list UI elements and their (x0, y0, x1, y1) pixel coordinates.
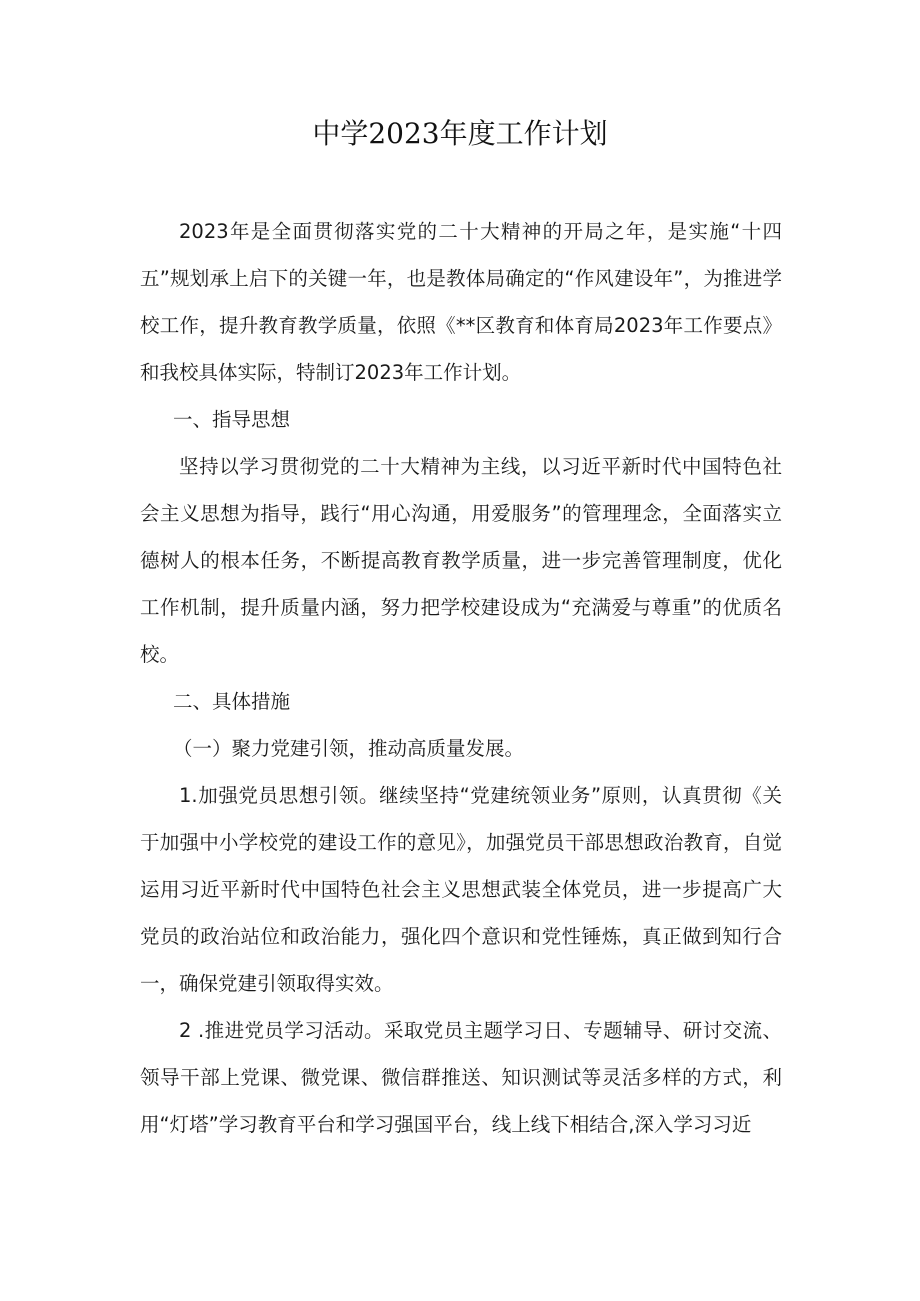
section-heading-guiding-ideology: 一、指导思想 (173, 408, 291, 431)
guiding-ideology-paragraph: 坚持以学习贯彻党的二十大精神为主线，以习近平新时代中国特色社会主义思想为指导，践行“用心沟通，用爱服务”的管理理念，全面落实立德树人的根本任务，不断提高教育教学质量，进一步完善管理制度，优化工作机制，提升质量内涵，努力把学校建设成为“充满爱与尊重”的优质名校。 (140, 455, 782, 666)
section-heading-measures: 二、具体措施 (173, 690, 291, 713)
document-title: 中学2023年度工作计划 (312, 117, 608, 150)
subsection-heading-party-building: （一）聚力党建引领，推动高质量发展。 (173, 737, 525, 760)
intro-paragraph: 2023年是全面贯彻落实党的二十大精神的开局之年，是实施“十四五”规划承上启下的关键一年，也是教体局确定的“作风建设年”，为推进学校工作，提升教育教学质量，依照《**区教育和体育局2023年工作要点》和我校具体实际，特制订2023年工作计划。 (140, 220, 782, 384)
document-body (140, 208, 782, 1148)
measure-1-paragraph: 1.加强党员思想引领。继续坚持“党建统领业务”原则，认真贯彻《关于加强中小学校党的建设工作的意见》，加强党员干部思想政治教育，自觉运用习近平新时代中国特色社会主义思想武装全体党员，进一步提高广大党员的政治站位和政治能力，强化四个意识和党性锤炼，真正做到知行合一，确保党建引领取得实效。 (140, 784, 782, 995)
measure-2-paragraph: 2 .推进党员学习活动。采取党员主题学习日、专题辅导、研讨交流、领导干部上党课、微党课、微信群推送、知识测试等灵活多样的方式，利用“灯塔”学习教育平台和学习强国平台，线上线下相结合,深入学习习近 (140, 1019, 782, 1136)
